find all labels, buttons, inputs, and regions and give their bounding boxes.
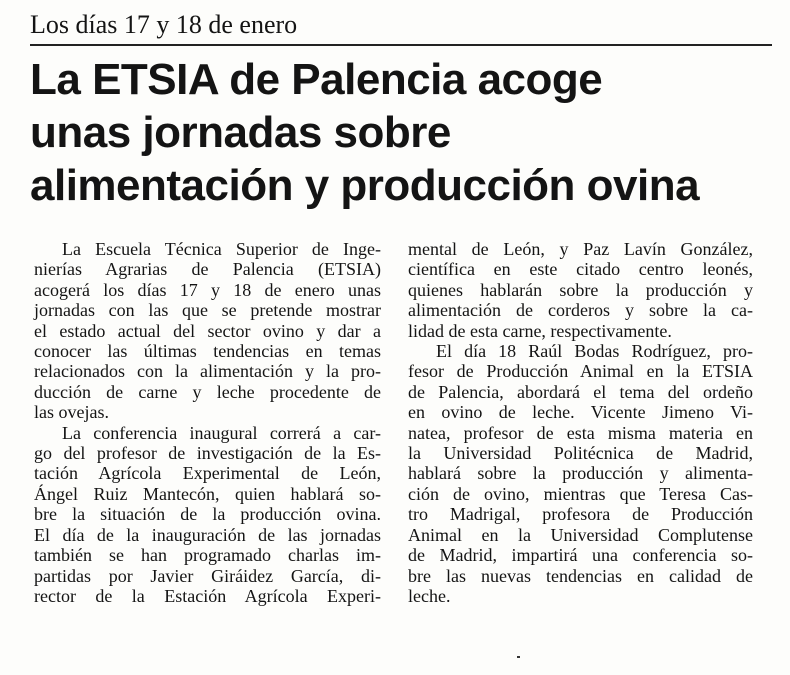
text-line: lidad de esta carne, respectivamente. (408, 320, 672, 341)
text-line: leche. (408, 585, 451, 606)
text-line: nierías Agrarias de Palencia (ETSIA) (34, 259, 381, 280)
print-speck (517, 656, 520, 658)
text-line: go del profesor de investigación de la Es- (34, 443, 381, 464)
text-line: ción de ovino, mientras que Teresa Cas- (408, 483, 753, 504)
text-line: fesor de Producción Animal en la ETSIA (408, 361, 753, 382)
text-line: natea, profesor de esta misma materia en (408, 422, 753, 443)
text-line: conocer las últimas tendencias en temas (34, 341, 381, 362)
text-line: de Palencia, abordará el tema del ordeño (408, 381, 753, 402)
text-line: tación Agrícola Experimental de León, (34, 463, 381, 484)
text-line: también se han programado charlas im- (34, 545, 381, 566)
text-line: hablará sobre la producción y alimenta- (408, 463, 753, 484)
paragraph (408, 239, 753, 341)
text-line: quienes hablarán sobre la producción y (408, 279, 753, 300)
text-line: ducción de carne y leche procedente de (34, 381, 381, 402)
text-line: La conferencia inaugural correrá a car- (62, 422, 381, 443)
kicker: Los días 17 y 18 de enero (30, 10, 298, 39)
text-line: partidas por Javier Giráidez García, di- (34, 565, 381, 586)
text-line: rector de la Estación Agrícola Experi- (34, 585, 381, 606)
text-line: alimentación de corderos y sobre la ca- (408, 300, 753, 321)
text-line: bre la situación de la producción ovina. (34, 504, 381, 525)
text-line: El día 18 Raúl Bodas Rodríguez, pro- (436, 341, 753, 362)
text-line: mental de León, y Paz Lavín González, (408, 239, 753, 259)
text-line: Animal en la Universidad Complutense (408, 524, 753, 545)
kicker-rule (30, 44, 772, 46)
text-line: jornadas con las que se pretende mostrar (34, 300, 381, 321)
text-line: tro Madrigal, profesora de Producción (408, 504, 753, 525)
text-line: las ovejas. (34, 402, 109, 423)
text-line: científica en este citado centro leonés, (408, 259, 753, 280)
text-line: El día de la inauguración de las jornadas (34, 524, 381, 545)
text-line: bre las nuevas tendencias en calidad de (408, 565, 753, 586)
body-column-2 (408, 239, 753, 606)
text-line: acogerá los días 17 y 18 de enero unas (34, 279, 381, 300)
headline-line: alimentación y producción ovina (30, 161, 700, 210)
text-line: en ovino de leche. Vicente Jimeno Vi- (408, 402, 753, 423)
headline (30, 53, 780, 212)
text-line: el estado actual del sector ovino y dar a (34, 320, 381, 341)
paragraph (34, 239, 381, 423)
headline-line: unas jornadas sobre (30, 108, 451, 157)
text-line: Ángel Ruiz Mantecón, quien hablará so- (34, 483, 381, 504)
text-line: de Madrid, impartirá una conferencia so- (408, 545, 753, 566)
text-line: La Escuela Técnica Superior de Inge- (62, 239, 381, 259)
text-line: la Universidad Politécnica de Madrid, (408, 443, 753, 464)
paragraph (34, 423, 381, 607)
body-column-1 (34, 239, 381, 606)
paragraph (408, 341, 753, 606)
headline-line: La ETSIA de Palencia acoge (30, 55, 603, 104)
text-line: relacionados con la alimentación y la pro- (34, 361, 381, 382)
